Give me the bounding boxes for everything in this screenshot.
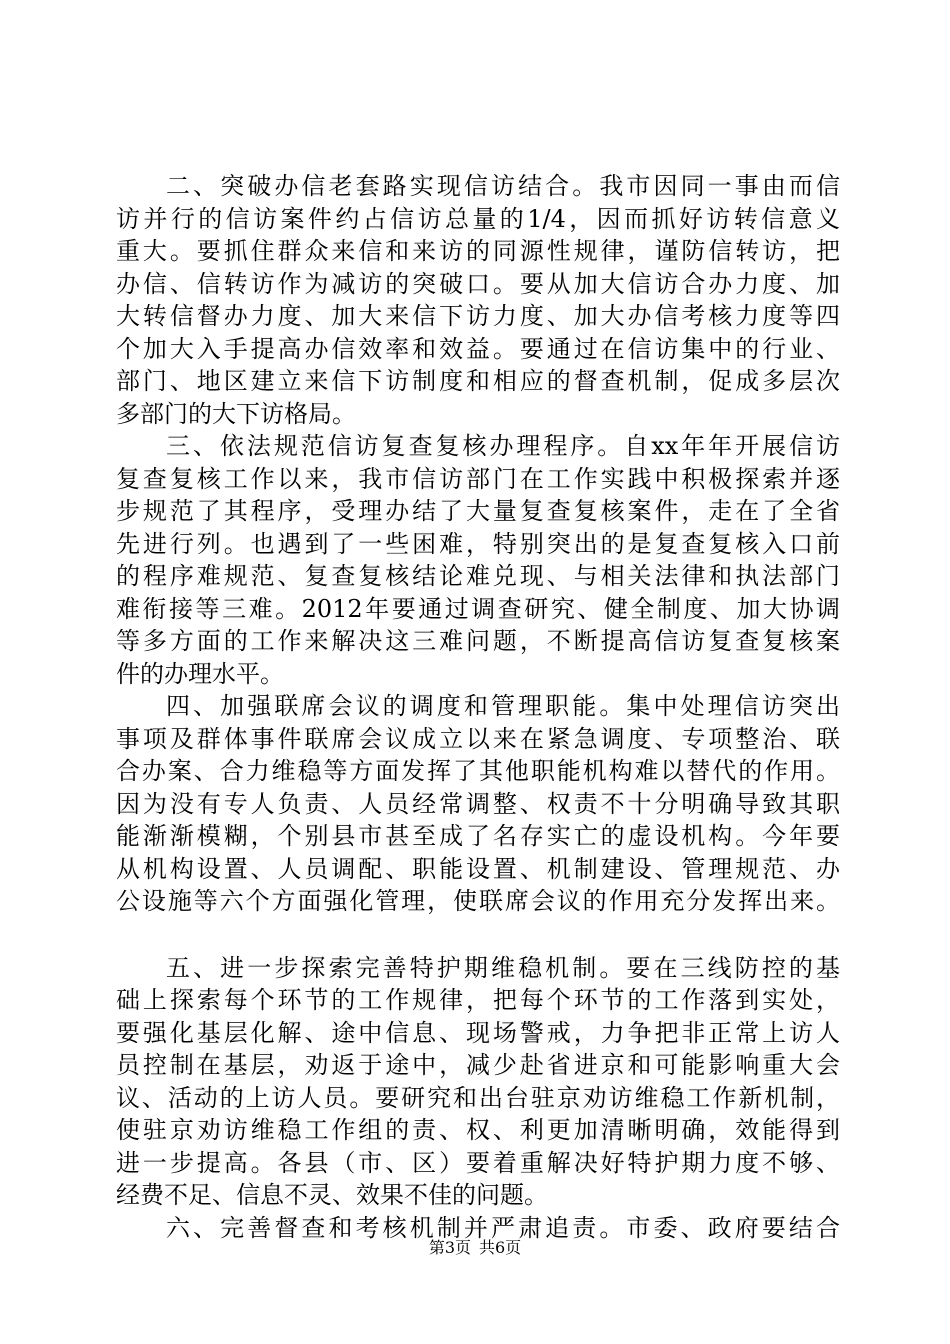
text-line: 础上探索每个环节的工作规律，把每个环节的工作落到实处， — [116, 986, 840, 1014]
document-body — [116, 170, 840, 1244]
paragraph-3 — [116, 430, 840, 690]
text-line: 二、突破办信老套路实现信访结合。我市因同一事由而信 — [166, 172, 840, 200]
text-line: 三、依法规范信访复查复核办理程序。自xx年年开展信访 — [166, 432, 840, 460]
text-line: 经费不足、信息不灵、效果不佳的问题。 — [116, 1181, 548, 1209]
text-line: 部门、地区建立来信下访制度和相应的督查机制，促成多层次 — [116, 367, 840, 395]
text-line: 件的办理水平。 — [116, 659, 284, 688]
text-line: 事项及群体事件联席会议成立以来在紧急调度、专项整治、联 — [116, 724, 840, 753]
text-line: 要强化基层化解、途中信息、现场警戒，力争把非正常上访人 — [116, 1018, 840, 1047]
text-line: 四、加强联席会议的调度和管理职能。集中处理信访突出 — [166, 692, 840, 720]
text-line: 使驻京劝访维稳工作组的责、权、利更加清晰明确，效能得到 — [116, 1116, 840, 1144]
text-line: 五、进一步探索完善特护期维稳机制。要在三线防控的基 — [166, 953, 840, 982]
text-line: 合办案、合力维稳等方面发挥了其他职能机构难以替代的作用。 — [116, 757, 840, 785]
text-line: 大转信督办力度、加大来信下访力度、加大办信考核力度等四 — [116, 302, 840, 330]
text-line: 访并行的信访案件约占信访总量的1/4，因而抓好访转信意义 — [116, 204, 840, 233]
text-line: 公设施等六个方面强化管理，使联席会议的作用充分发挥出来。 — [116, 887, 840, 915]
page-footer — [0, 1238, 950, 1258]
text-line: 步规范了其程序，受理办结了大量复查复核案件，走在了全省 — [116, 497, 840, 525]
text-line: 能渐渐模糊，个别县市甚至成了名存实亡的虚设机构。今年要 — [116, 822, 840, 850]
text-line: 六、完善督查和考核机制并严肃追责。市委、政府要结合 — [166, 1213, 840, 1242]
page-total: 共6页 — [479, 1238, 522, 1257]
paragraph-2 — [116, 170, 840, 430]
text-line: 从机构设置、人员调配、职能设置、机制建设、管理规范、办 — [116, 854, 840, 883]
text-line: 进一步提高。各县（市、区）要着重解决好特护期力度不够、 — [116, 1148, 840, 1177]
text-line: 难衔接等三难。2012年要通过调查研究、健全制度、加大协调 — [116, 594, 840, 623]
text-line: 复查复核工作以来，我市信访部门在工作实践中积极探索并逐 — [116, 464, 840, 493]
text-line: 重大。要抓住群众来信和来访的同源性规律，谨防信转访，把 — [116, 237, 840, 265]
page-number: 第3页 — [428, 1238, 471, 1257]
paragraph-gap — [116, 918, 840, 952]
text-line: 多部门的大下访格局。 — [116, 399, 356, 428]
text-line: 办信、信转访作为减访的突破口。要从加大信访合办力度、加 — [116, 269, 840, 298]
text-line: 个加大入手提高办信效率和效益。要通过在信访集中的行业、 — [116, 334, 840, 363]
text-line: 先进行列。也遇到了一些困难，特别突出的是复查复核入口前 — [116, 529, 840, 558]
text-line: 员控制在基层，劝返于途中，减少赴省进京和可能影响重大会 — [116, 1051, 840, 1079]
text-line: 因为没有专人负责、人员经常调整、权责不十分明确导致其职 — [116, 789, 840, 818]
text-line: 等多方面的工作来解决这三难问题，不断提高信访复查复核案 — [116, 627, 840, 655]
text-line: 议、活动的上访人员。要研究和出台驻京劝访维稳工作新机制， — [116, 1083, 840, 1112]
paragraph-4 — [116, 690, 840, 918]
paragraph-5 — [116, 952, 840, 1212]
text-line: 的程序难规范、复查复核结论难兑现、与相关法律和执法部门 — [116, 562, 840, 590]
